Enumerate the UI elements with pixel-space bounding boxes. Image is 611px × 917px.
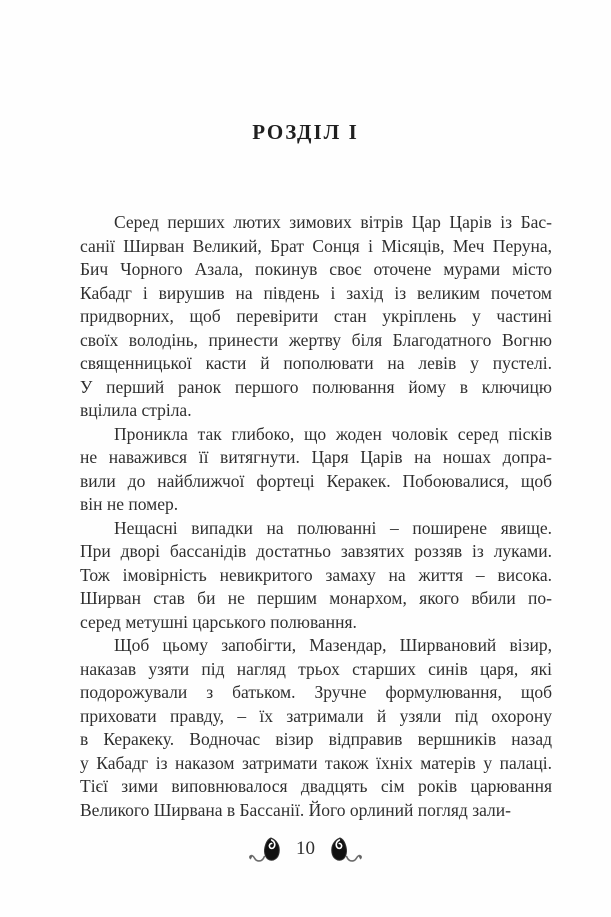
text-line: придворних, щоб перевірити стан укріплень у частині [80,306,552,326]
text-line: Бич Чорного Азала, покинув своє оточене мурами місто [80,259,552,279]
text-line: Проникла так глибоко, що жоден чоловік серед пісків [114,423,552,444]
text-line: санії Ширван Великий, Брат Сонця і Місяців, Меч Перуна, [80,235,552,256]
text-line: Тож імовірність невикритого замаху на життя – висока. [80,564,552,585]
text-line: він не помер. [80,494,179,514]
snake-fleuron-right-icon [326,836,364,866]
paragraph [80,517,552,635]
page-footer [0,836,611,866]
chapter-heading: РОЗДІЛ І [252,120,359,144]
text-line: Кабадг і вирушив на південь і захід із великим почетом [80,282,552,303]
text-line: Тієї зими виповнювалося двадцять сім років царювання [80,776,552,796]
text-line: серед метушні царського полювання. [80,611,357,632]
text-line: наказав узяти під нагляд трьох старших синів царя, які [80,658,552,679]
text-line: Щоб цьому запобігти, Мазендар, Ширвановий візир, [114,635,552,655]
text-line: Ширван став би не першим монархом, якого вбили по- [80,588,552,608]
text-line: Серед перших лютих зимових вітрів Цар Царів із Бас- [114,212,552,232]
text-line: Великого Ширвана в Бассанії. Його орлиний погляд зали- [80,799,511,820]
text-line: приховати правду, – їх затримали й узяли під охорону [80,705,552,726]
text-line: При дворі бассанідів достатньо завзятих роззяв із луками. [80,541,552,561]
paragraph [80,211,552,423]
text-block [80,211,552,822]
text-line: У перший ранок першого полювання йому в ключицю [80,376,552,397]
text-line: у Кабадг із наказом затримати також їхніх матерів у палаці. [80,752,552,773]
text-line: своїх володінь, принести жертву біля Благодатного Вогню [80,329,552,350]
text-line: в Керакеку. Водночас візир відправив вершників назад [80,729,552,749]
text-line: Нещасні випадки на полюванні – поширене явище. [114,517,552,538]
text-line: вцілила стріла. [80,400,192,420]
snake-fleuron-left-icon [247,836,285,866]
paragraph [80,423,552,517]
text-line: священницької касти й пополювати на левів у пустелі. [80,353,552,373]
text-line: подорожували з батьком. Зручне формулювання, щоб [80,682,552,702]
page-number: 10 [296,837,315,859]
text-line: не наважився її витягнути. Царя Царів на ношах допра- [80,447,552,467]
paragraph [80,634,552,822]
text-line: вили до найближчої фортеці Керакек. Побоювалися, щоб [80,470,552,491]
